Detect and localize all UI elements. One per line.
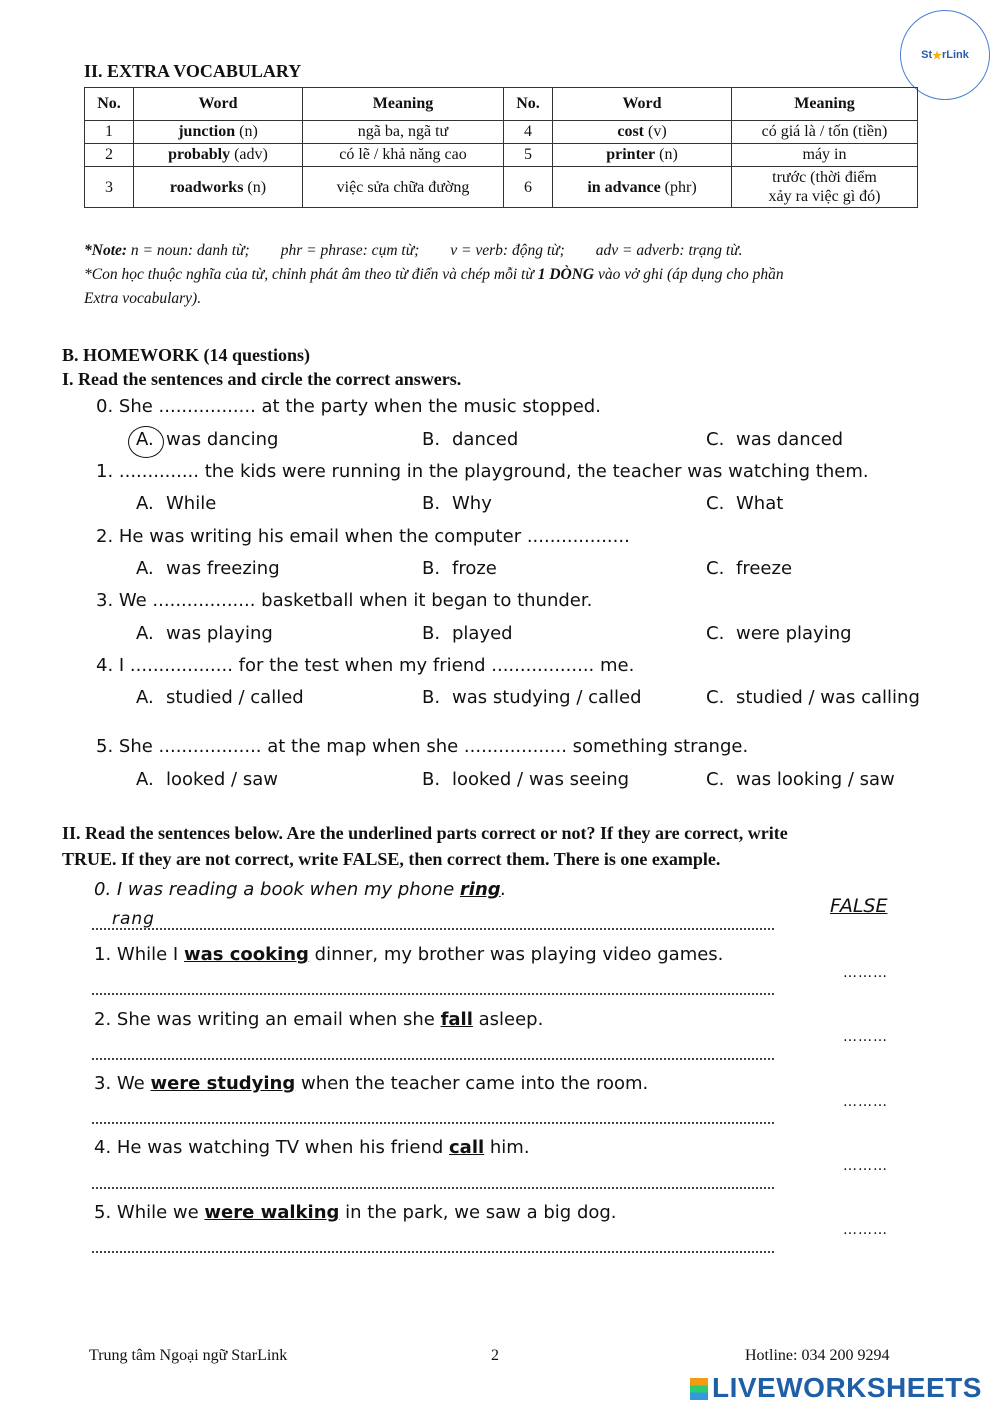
note-part: vào vở ghi (áp dụng cho phần: [594, 266, 784, 283]
option-text: was freezing: [166, 558, 280, 579]
note-instruction-end: Extra vocabulary).: [84, 290, 202, 307]
logo-text-a: St: [921, 49, 933, 61]
option-text: While: [166, 493, 217, 514]
page-number: 2: [491, 1347, 499, 1364]
option-text: Why: [452, 493, 492, 514]
part2-title-line1: II. Read the sentences below. Are the underlined parts correct or not? If they are correct, write: [62, 823, 788, 843]
question-1: 1. .............. the kids were running in the playground, the teacher was watching them.: [96, 461, 869, 482]
underlined-part: was cooking: [183, 944, 309, 965]
option-c[interactable]: [706, 558, 792, 579]
cell-meaning: việc sửa chữa đường: [303, 167, 504, 208]
question-5: 5. She .................. at the map when she .................. something strange.: [96, 736, 749, 757]
sentence-text: 0. I was reading a book when my phone: [94, 879, 460, 900]
sentence-text: when the teacher came into the room.: [295, 1073, 649, 1094]
cell-word: [553, 121, 732, 144]
option-letter: C.: [706, 558, 725, 579]
meaning-line: trước (thời điểm: [772, 169, 877, 186]
option-c[interactable]: [706, 623, 852, 644]
example-correction: rang: [112, 909, 155, 929]
vocab-table: [84, 87, 918, 208]
sentence-text: 5. While we: [94, 1202, 205, 1223]
option-text: freeze: [736, 558, 793, 579]
sentence-text: 4. He was watching TV when his friend: [94, 1137, 449, 1158]
option-b[interactable]: [422, 687, 642, 708]
question-4: 4. I .................. for the test when my friend .................. me.: [96, 655, 635, 676]
option-letter: A.: [136, 769, 154, 790]
col-header-no: No.: [85, 88, 134, 121]
option-text: played: [452, 623, 513, 644]
option-letter: B.: [422, 429, 441, 450]
cell-word: [553, 144, 732, 167]
option-c[interactable]: [706, 769, 895, 790]
note-instruction: [84, 263, 784, 287]
sentence-text: 2. She was writing an email when she: [94, 1009, 441, 1030]
cell-word: [134, 167, 303, 208]
option-letter: A.: [136, 429, 154, 450]
word-pos: (adv): [230, 146, 268, 163]
part1-title: I. Read the sentences and circle the correct answers.: [62, 369, 462, 389]
liveworksheets-icon: [690, 1378, 708, 1400]
answer-input-line[interactable]: [92, 1122, 774, 1124]
option-c[interactable]: [706, 687, 920, 708]
meaning-line: xảy ra việc gì đó): [768, 188, 881, 205]
cell-no: 6: [504, 167, 553, 208]
note-part: *Con học thuộc nghĩa của từ, chỉnh phát âm theo từ điển và chép mỗi từ: [84, 266, 538, 283]
option-a[interactable]: [136, 687, 304, 708]
option-text: was studying / called: [452, 687, 642, 708]
word-text: roadworks: [169, 178, 244, 196]
option-text: were playing: [736, 623, 852, 644]
cell-no: 1: [85, 121, 134, 144]
vocab-header-row: [85, 88, 918, 121]
option-letter: A.: [136, 687, 154, 708]
option-text: was playing: [166, 623, 273, 644]
cell-word: [553, 167, 732, 208]
cell-meaning: có giá là / tốn (tiền): [732, 121, 918, 144]
sentence-text: .: [500, 879, 507, 900]
liveworksheets-logo: [690, 1372, 982, 1404]
true-false-blank[interactable]: ………: [843, 1029, 888, 1045]
cell-word: [134, 144, 303, 167]
note-bold: 1 DÒNG: [537, 266, 595, 283]
word-pos: (n): [243, 178, 267, 196]
sentence-2: [94, 1009, 543, 1030]
sentence-text: 3. We: [94, 1073, 151, 1094]
option-a[interactable]: [136, 769, 278, 790]
word-pos: (phr): [660, 178, 697, 196]
option-letter: B.: [422, 623, 441, 644]
option-text: What: [736, 493, 784, 514]
true-false-blank[interactable]: ………: [843, 1158, 888, 1174]
cell-meaning: máy in: [732, 144, 918, 167]
true-false-blank[interactable]: ………: [843, 965, 888, 981]
cell-meaning: có lẽ / khả năng cao: [303, 144, 504, 167]
sentence-text: him.: [484, 1137, 530, 1158]
col-header-meaning: Meaning: [303, 88, 504, 121]
sentence-text: asleep.: [472, 1009, 544, 1030]
answer-input-line[interactable]: [92, 993, 774, 995]
word-text: in advance: [587, 178, 661, 196]
option-letter: C.: [706, 493, 725, 514]
true-false-blank[interactable]: ………: [843, 1222, 888, 1238]
option-letter: C.: [706, 687, 725, 708]
underlined-part: call: [449, 1137, 485, 1158]
word-text: printer: [606, 146, 656, 163]
liveworksheets-text: LIVEWORKSHEETS: [712, 1372, 982, 1403]
option-text: studied / was calling: [736, 687, 920, 708]
sentence-4: [94, 1137, 530, 1158]
option-letter: C.: [706, 623, 725, 644]
cell-meaning: ngã ba, ngã tư: [303, 121, 504, 144]
note-text: n = noun: danh từ; phr = phrase: cụm từ; v = verb: động từ; adv = adverb: trạng từ.: [127, 242, 743, 259]
option-text: studied / called: [166, 687, 304, 708]
option-text: danced: [452, 429, 519, 450]
answer-line: [92, 928, 774, 930]
question-3: 3. We .................. basketball when it began to thunder.: [96, 590, 593, 611]
option-a[interactable]: [136, 493, 216, 514]
cell-no: 2: [85, 144, 134, 167]
example-true-false: FALSE: [830, 895, 888, 917]
underlined-part: were studying: [150, 1073, 296, 1094]
word-text: probably: [168, 146, 231, 163]
option-letter: B.: [422, 769, 441, 790]
option-b[interactable]: [422, 493, 492, 514]
option-letter: A.: [136, 558, 154, 579]
sentence-1: [94, 944, 723, 965]
col-header-word: Word: [134, 88, 303, 121]
option-b[interactable]: [422, 623, 513, 644]
logo-star-icon: ★: [932, 49, 942, 62]
option-text: froze: [452, 558, 497, 579]
underlined-part: ring: [459, 879, 501, 900]
cell-no: 5: [504, 144, 553, 167]
option-letter: B.: [422, 493, 441, 514]
option-text: looked / saw: [166, 769, 278, 790]
true-false-blank[interactable]: ………: [843, 1094, 888, 1110]
option-a[interactable]: [136, 623, 273, 644]
vocab-heading: II. EXTRA VOCABULARY: [84, 61, 302, 81]
option-c[interactable]: [706, 429, 843, 450]
footer-center-name: Trung tâm Ngoại ngữ StarLink: [89, 1347, 288, 1364]
option-text: looked / was seeing: [452, 769, 630, 790]
note-abbreviations: [84, 239, 743, 263]
underlined-part: fall: [440, 1009, 473, 1030]
cell-meaning: [732, 167, 918, 208]
footer-hotline: Hotline: 034 200 9294: [745, 1347, 890, 1364]
col-header-word: Word: [553, 88, 732, 121]
word-pos: (n): [655, 146, 678, 163]
option-text: was danced: [736, 429, 844, 450]
question-0: 0. She ................. at the party when the music stopped.: [96, 396, 601, 417]
table-row: [85, 144, 918, 167]
option-b[interactable]: [422, 558, 497, 579]
answer-input-line[interactable]: [92, 1187, 774, 1189]
option-b[interactable]: [422, 429, 518, 450]
option-letter: B.: [422, 687, 441, 708]
answer-input-line[interactable]: [92, 1251, 774, 1253]
col-header-no: No.: [504, 88, 553, 121]
part2-title-line2: TRUE. If they are not correct, write FALSE, then correct them. There is one example.: [62, 849, 721, 869]
underlined-part: were walking: [204, 1202, 340, 1223]
option-text: was looking / saw: [736, 769, 895, 790]
cell-no: 4: [504, 121, 553, 144]
answer-input-line[interactable]: [92, 1058, 774, 1060]
option-text: was dancing: [166, 429, 279, 450]
option-a[interactable]: [136, 429, 278, 450]
table-row: [85, 167, 918, 208]
note-label: *Note:: [84, 242, 128, 259]
option-a[interactable]: [136, 558, 280, 579]
homework-title: B. HOMEWORK (14 questions): [62, 345, 311, 365]
option-letter: A.: [136, 493, 154, 514]
word-text: junction: [178, 123, 236, 140]
option-letter: C.: [706, 429, 725, 450]
table-row: [85, 121, 918, 144]
word-pos: (n): [235, 123, 258, 140]
option-c[interactable]: [706, 493, 783, 514]
sentence-5: [94, 1202, 617, 1223]
word-pos: (v): [644, 123, 667, 140]
sentence-text: 1. While I: [94, 944, 184, 965]
cell-no: 3: [85, 167, 134, 208]
option-b[interactable]: [422, 769, 629, 790]
word-text: cost: [617, 123, 644, 140]
cell-word: [134, 121, 303, 144]
question-2: 2. He was writing his email when the computer ..................: [96, 526, 630, 547]
option-letter: C.: [706, 769, 725, 790]
sentence-text: in the park, we saw a big dog.: [339, 1202, 617, 1223]
sentence-0: [94, 879, 506, 900]
option-letter: B.: [422, 558, 441, 579]
col-header-meaning: Meaning: [732, 88, 918, 121]
sentence-3: [94, 1073, 648, 1094]
logo-text-b: rLink: [941, 49, 969, 61]
sentence-text: dinner, my brother was playing video games.: [308, 944, 724, 965]
option-letter: A.: [136, 623, 154, 644]
